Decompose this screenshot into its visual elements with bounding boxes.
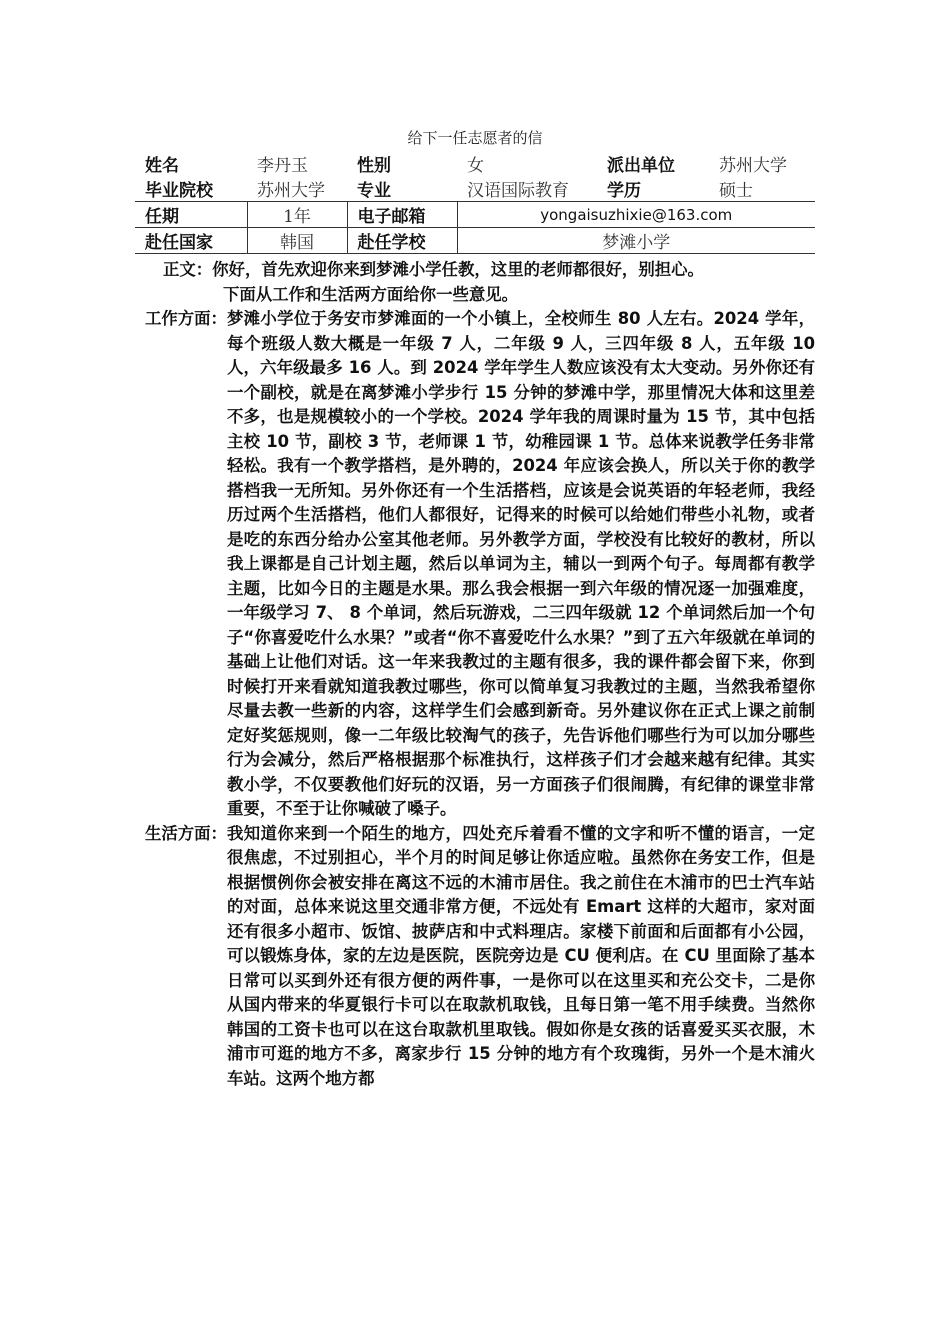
volunteer-info-table bbox=[135, 151, 815, 254]
name-value: 李丹玉 bbox=[257, 156, 308, 176]
major-value: 汉语国际教育 bbox=[467, 181, 569, 201]
info-row-2 bbox=[135, 176, 815, 202]
school-value: 苏州大学 bbox=[257, 181, 325, 201]
info-row-1 bbox=[135, 151, 815, 176]
gender-label: 性别 bbox=[357, 156, 391, 176]
dispatch-value: 苏州大学 bbox=[719, 156, 787, 176]
post-school-value: 梦滩小学 bbox=[457, 228, 815, 254]
major-label: 专业 bbox=[357, 181, 391, 201]
letter-title: 给下一任志愿者的信 bbox=[407, 129, 543, 147]
degree-label: 学历 bbox=[607, 181, 641, 201]
info-row-3 bbox=[135, 202, 815, 228]
work-section-text: 梦滩小学位于务安市梦滩面的一个小镇上，全校师生 80 人左右。2024 学年，每个班级人数大概是一年级 7 人，二年级 9 人，三四年级 8 人，五年级 10 人，六年级最多 16 人。到 2024 学年学生人数应该没有太大变动。另外你还有一个副校，就是在离梦滩小学步行 15 分钟的梦滩中学，那里情况大体和这里差不多，也是规模较小的一个学校。2024 学年我的周课时量为 15 节，其中包括主校 10 节，副校 3 节，老师课 1 节，幼稚园课 1 节。总体来说教学任务非常轻松。我有一个教学搭档，是外聘的，2024 年应该会换人，所以关于你的教学搭档我一无所知。另外你还有一个生活搭档，应该是会说英语的年轻老师，我经历过两个生活搭档，他们人都很好，记得来的时候可以给她们带些小礼物，或者是吃的东西分给办公室其他老师。另外教学方面，学校没有比较好的教材，所以我上课都是自己计划主题，然后以单词为主，辅以一到两个句子。每周都有教学主题，比如今日的主题是水果。那么我会根据一到六年级的情况逐一加强难度，一年级学习 7、 8 个单词，然后玩游戏，二三四年级就 12 个单词然后加一个句子“你喜爱吃什么水果？”或者“你不喜爱吃什么水果？”到了五六年级就在单词的基础上让他们对话。这一年来我教过的主题有很多，我的课件都会留下来，你到时候打开来看就知道我教过哪些，你可以简单复习我教过的主题，当然我希望你尽量去教一些新的内容，这样学生们会感到新奇。另外建议你在正式上课之前制定好奖惩规则，像一二年级比较淘气的孩子，先告诉他们哪些行为可以加分哪些行为会减分，然后严格根据那个标准执行，这样孩子们才会越来越有纪律。其实教小学，不仅要教他们好玩的汉语，另一方面孩子们很闹腾，有纪律的课堂非常重要，不至于让你喊破了嗓子。 bbox=[226, 309, 815, 818]
degree-value: 硕士 bbox=[719, 181, 753, 201]
dispatch-label: 派出单位 bbox=[607, 156, 675, 176]
intro-line-2: 下面从工作和生活两方面给你一些意见。 bbox=[223, 284, 519, 304]
work-section-label: 工作方面： bbox=[145, 309, 227, 328]
gender-value: 女 bbox=[467, 156, 484, 176]
name-label: 姓名 bbox=[145, 156, 179, 176]
email-value: yongaisuzhixie@163.com bbox=[457, 202, 815, 228]
term-value: 1年 bbox=[247, 202, 347, 228]
country-label: 赴任国家 bbox=[135, 228, 247, 254]
term-label: 任期 bbox=[135, 202, 247, 228]
work-section bbox=[145, 307, 815, 822]
school-label: 毕业院校 bbox=[145, 181, 213, 201]
country-value: 韩国 bbox=[247, 228, 347, 254]
post-school-label: 赴任学校 bbox=[347, 228, 457, 254]
email-label: 电子邮箱 bbox=[347, 202, 457, 228]
life-section-text: 我知道你来到一个陌生的地方，四处充斥着看不懂的文字和听不懂的语言，一定很焦虑，不过别担心，半个月的时间足够让你适应啦。虽然你在务安工作，但是根据惯例你会被安排在离这不远的木浦市居住。我之前住在木浦市的巴士汽车站的对面，总体来说这里交通非常方便，不远处有 Emart 这样的大超市，家对面还有很多小超市、饭馆、披萨店和中式料理店。家楼下前面和后面都有小公园，可以锻炼身体，家的左边是医院，医院旁边是 CU 便利店。在 CU 里面除了基本日常可以买到外还有很方便的两件事，一是你可以在这里买和充公交卡，二是你从国内带来的华夏银行卡可以在取款机取钱，且每日第一笔不用手续费。当然你韩国的工资卡也可以在这台取款机里取钱。假如你是女孩的话喜爱买买衣服，木浦市可逛的地方不多，离家步行 15 分钟的地方有个玫瑰街，另外一个是木浦火车站。这两个地方都 bbox=[226, 823, 815, 1088]
letter-body bbox=[145, 258, 815, 1091]
intro-paragraph bbox=[145, 258, 815, 307]
info-row-4 bbox=[135, 228, 815, 254]
life-section bbox=[145, 822, 815, 1092]
life-section-label: 生活方面： bbox=[145, 823, 227, 843]
intro-line-1: 正文：你好，首先欢迎你来到梦滩小学任教，这里的老师都很好，别担心。 bbox=[163, 260, 704, 279]
